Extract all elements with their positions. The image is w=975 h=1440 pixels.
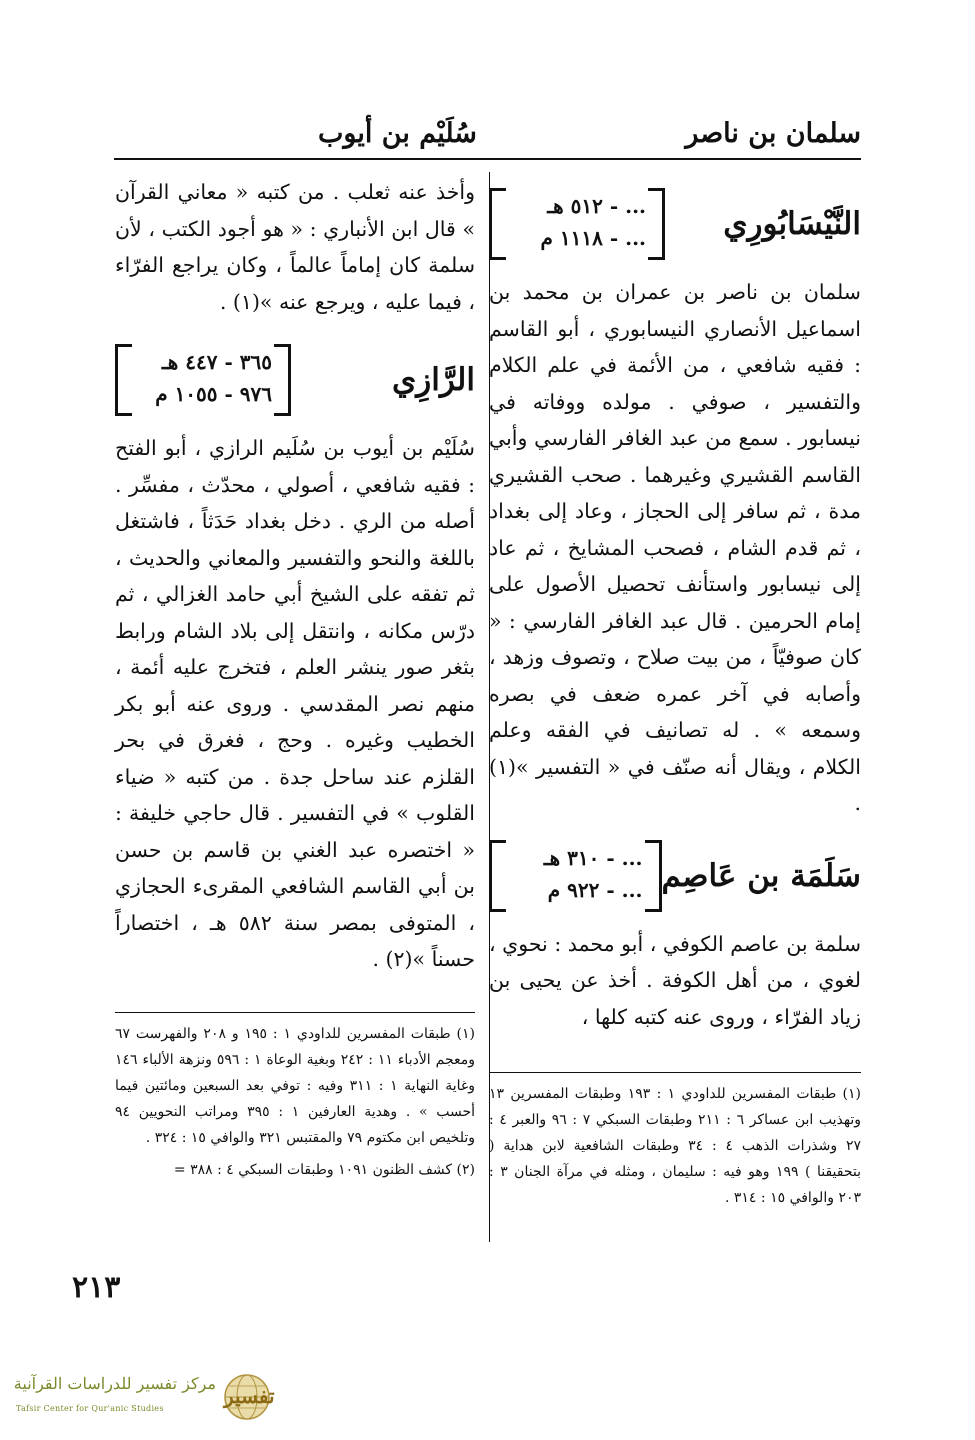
footnotes-right [489, 1072, 861, 1211]
entry-name: سَلَمَة بن عَاصِم [661, 857, 861, 894]
hijri-date: ... - ٣١٠ هـ [543, 845, 643, 870]
entry-text: سُلَيْم بن أيوب بن سُلَيم الرازي ، أبو الفتح : فقيه شافعي ، أصولي ، محدّث ، مفسِّر . أصله من الري . دخل بغداد حَدَثاً ، فاشتغل باللغة والنحو والتفسير والمعاني والحديث ، ثم تفقه على الشيخ أبي حامد الغزالي ، ثم درّس مكانه ، وانتقل إلى بلاد الشام ورابط بثغر صور ينشر العلم ، فتخرج عليه أئمة ، منهم نصر المقدسي . وروى عنه أبو بكر الخطيب وغيره . وحج ، فغرق في بحر القلزم عند ساحل جدة . من كتبه « ضياء القلوب » في التفسير . قال حاجي خليفة : « اختصره عبد الغني بن قاسم بن حسن بن أبي القاسم الشافعي المقرىء الحجازي ، المتوفى بمصر سنة ٥٨٢ هـ ، اختصاراً حسناً »(٢) . [115, 436, 476, 971]
logo-name-text: مركز تفسير للدراسات القرآنية [13, 1374, 216, 1393]
logo-subtitle: Tafsir Center for Qur'anic Studies [16, 1404, 164, 1413]
footnote: (١) طبقات المفسرين للداودي ١ : ١٩٣ وطبقات المفسرين ١٣ وتهذيب ابن عساكر ٦ : ٢١١ وطبقات السبكي ٧ : ٩٦ والعبر ٤ : ٢٧ وشذرات الذهب ٤ : ٣٤ وطبقات الشافعية لابن هداية ( بتحقيقنا ) ١٩٩ وهو فيه : سليمان ، ومثله في مرآة الجنان ٣ : ٢٠٣ والوافي ١٥ : ٣١٤ . [489, 1086, 862, 1206]
entry-text: سلمة بن عاصم الكوفي ، أبو محمد : نحوي ، لغوي ، من أهل الكوفة . أخذ عن يحيى بن زياد الفرّاء ، وروى عنه كتبه كلها ، [489, 931, 861, 1029]
footnote-rule [115, 1012, 475, 1013]
gregorian-date: ... - ٩٢٢ م [547, 877, 643, 902]
header-rule [114, 158, 861, 160]
footnote: (٢) كشف الظنون ١٠٩١ وطبقات السبكي ٤ : ٣٨٨ = [173, 1162, 475, 1178]
entry-text: سلمان بن ناصر بن عمران بن محمد بن اسماعيل الأنصاري النيسابوري ، أبو القاسم : فقيه شافعي ، من الأئمة في علم الكلام والتفسير ، صوفي . مولده ووفاته في نيسابور . سمع من عبد الغافر الفارسي وأبي القاسم القشيري وغيرهما . صحب القشيري مدة ، ثم سافر إلى الحجاز ، وعاد إلى بغداد ، ثم قدم الشام ، فصحب المشايخ ، ثم عاد إلى نيسابور واستأنف تحصيل الأصول على إمام الحرمين . قال عبد الغافر الفارسي : « كان صوفيّاً ، من بيت صلاح ، وتصوف وزهد ، وأصابه في آخر عمره ضعف في بصره وسمعه » . له تصانيف في الفقه وعلم الكلام ، ويقال أنه صنّف في « التفسير »(١) . [489, 280, 861, 815]
bracket-corner [118, 413, 132, 416]
entry-heading-razi [115, 338, 475, 422]
gregorian-date: ... - ١١١٨ م [540, 226, 646, 250]
date-bracket [489, 840, 662, 912]
left-column [115, 174, 475, 978]
publisher-logo [10, 1370, 275, 1430]
continuation-text: وأخذ عنه ثعلب . من كتبه « معاني القرآن » قال ابن الأنباري : « هو أجود الكتب ، لأن سلمة كان إماماً عالماً ، وكان يراجع الفرّاء ، فيما عليه ، ويرجع عنه »(١) . [115, 180, 475, 314]
hijri-date: ... - ٥١٢ هـ [547, 194, 646, 218]
entry-name: النَّيْسَابُورِي [723, 206, 861, 242]
footnotes-left [115, 1012, 475, 1183]
footnote: (١) طبقات المفسرين للداودي ١ : ١٩٥ و ٢٠٨ والفهرست ٦٧ ومعجم الأدباء ١١ : ٢٤٢ وبغية الوعاة ١ : ٥٩٦ ونزهة الألباء ١٤٦ وغاية النهاية ١ : ٣١١ وفيه : توفي بعد السبعين ومائتين فيما أحسب » . وهدية العارفين ١ : ٣٩٥ ومراتب النحويين ٩٤ وتلخيص ابن مكتوم ٧٩ والمقتبس ٣٢١ والوافي ١٥ : ٣٢٤ . [115, 1026, 476, 1146]
bracket-corner [492, 909, 506, 912]
bracket-corner [492, 257, 506, 260]
bracket-corner [492, 840, 506, 843]
bracket-corner [492, 188, 506, 191]
bracket-corner [118, 344, 132, 347]
entry-heading-salama [489, 834, 861, 918]
running-head-right: سلمان بن ناصر [685, 118, 861, 149]
date-bracket [115, 344, 291, 416]
logo-brand-text: تفسير [224, 1384, 275, 1408]
right-column [489, 174, 861, 1035]
date-bracket [489, 188, 665, 260]
hijri-date: ٣٦٥ - ٤٤٧ هـ [161, 350, 272, 374]
entry-heading-nisaburi [489, 182, 861, 266]
running-head-left: سُلَيْم بن أيوب [318, 118, 477, 149]
entry-name: الرَّازِي [391, 362, 475, 398]
footnote-rule [489, 1072, 861, 1073]
gregorian-date: ٩٧٦ - ١٠٥٥ م [155, 382, 272, 406]
page-number: ٢١٣ [72, 1270, 121, 1305]
